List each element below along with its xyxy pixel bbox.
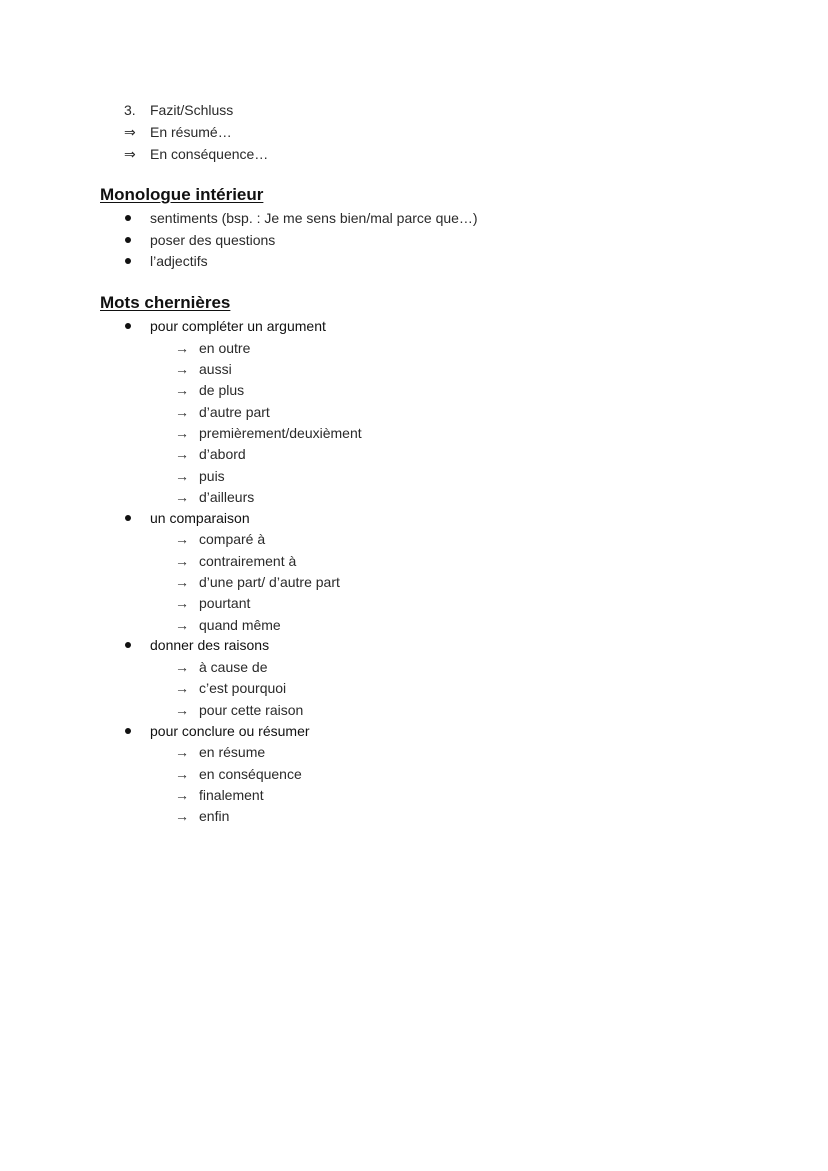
- bullet-icon: [125, 323, 131, 329]
- arrow-right-icon: →: [175, 680, 189, 696]
- arrow-right-icon: →: [175, 553, 189, 569]
- list-item: → aussi: [175, 361, 232, 377]
- list-item: → en conséquence: [175, 766, 302, 782]
- arrow-right-icon: →: [175, 382, 189, 398]
- list-item: → enfin: [175, 808, 230, 824]
- list-number: 3.: [124, 102, 136, 118]
- bullet-icon: [125, 515, 131, 521]
- list-item: → pour cette raison: [175, 702, 304, 718]
- bullet-icon: [125, 237, 131, 243]
- arrow-right-icon: →: [175, 702, 189, 718]
- arrow-right-icon: →: [175, 425, 189, 441]
- list-item: → finalement: [175, 787, 264, 803]
- arrow-right-icon: →: [175, 468, 189, 484]
- list-item: → en résume: [175, 744, 266, 760]
- list-item: → en outre: [175, 340, 251, 356]
- bullet-icon: [125, 642, 131, 648]
- arrow-right-icon: →: [175, 766, 189, 782]
- section-label-fazit: Fazit/Schluss: [150, 102, 234, 118]
- list-item: → pourtant: [175, 595, 251, 611]
- list-item: → d’abord: [175, 446, 246, 462]
- arrow-right-icon: →: [175, 531, 189, 547]
- arrow-right-icon: →: [175, 744, 189, 760]
- list-item: → d’une part/ d’autre part: [175, 574, 340, 590]
- heading-mots-chernieres: Mots chernières: [100, 293, 231, 312]
- arrow-right-icon: →: [175, 489, 189, 505]
- list-item: → contrairement à: [175, 553, 297, 569]
- group-label: donner des raisons: [150, 637, 270, 653]
- list-item: → c’est pourquoi: [175, 680, 287, 696]
- arrow-right-icon: →: [175, 808, 189, 824]
- list-item: sentiments (bsp. : Je me sens bien/mal parce que…): [150, 210, 478, 226]
- implies-arrow-icon: ⇒: [124, 124, 136, 140]
- arrow-right-icon: →: [175, 787, 189, 803]
- arrow-right-icon: →: [175, 404, 189, 420]
- bullet-icon: [125, 215, 131, 221]
- list-item: → quand même: [175, 617, 281, 633]
- arrow-right-icon: →: [175, 574, 189, 590]
- group-label: pour compléter un argument: [150, 318, 326, 334]
- implies-item: En résumé…: [150, 124, 232, 140]
- list-item: → premièrement/deuxièment: [175, 425, 362, 441]
- bullet-icon: [125, 728, 131, 734]
- arrow-right-icon: →: [175, 340, 189, 356]
- list-item: poser des questions: [150, 232, 276, 248]
- bullet-icon: [125, 258, 131, 264]
- list-item: l’adjectifs: [150, 253, 208, 269]
- arrow-right-icon: →: [175, 446, 189, 462]
- arrow-right-icon: →: [175, 659, 189, 675]
- group-label: un comparaison: [150, 510, 250, 526]
- list-item: → de plus: [175, 382, 245, 398]
- arrow-right-icon: →: [175, 617, 189, 633]
- implies-arrow-icon: ⇒: [124, 146, 136, 162]
- implies-item: En conséquence…: [150, 146, 269, 162]
- heading-monologue: Monologue intérieur: [100, 185, 264, 204]
- list-item: → comparé à: [175, 531, 266, 547]
- list-item: → à cause de: [175, 659, 268, 675]
- group-label: pour conclure ou résumer: [150, 723, 310, 739]
- list-item: → puis: [175, 468, 225, 484]
- list-item: → d’ailleurs: [175, 489, 255, 505]
- arrow-right-icon: →: [175, 595, 189, 611]
- arrow-right-icon: →: [175, 361, 189, 377]
- list-item: → d’autre part: [175, 404, 270, 420]
